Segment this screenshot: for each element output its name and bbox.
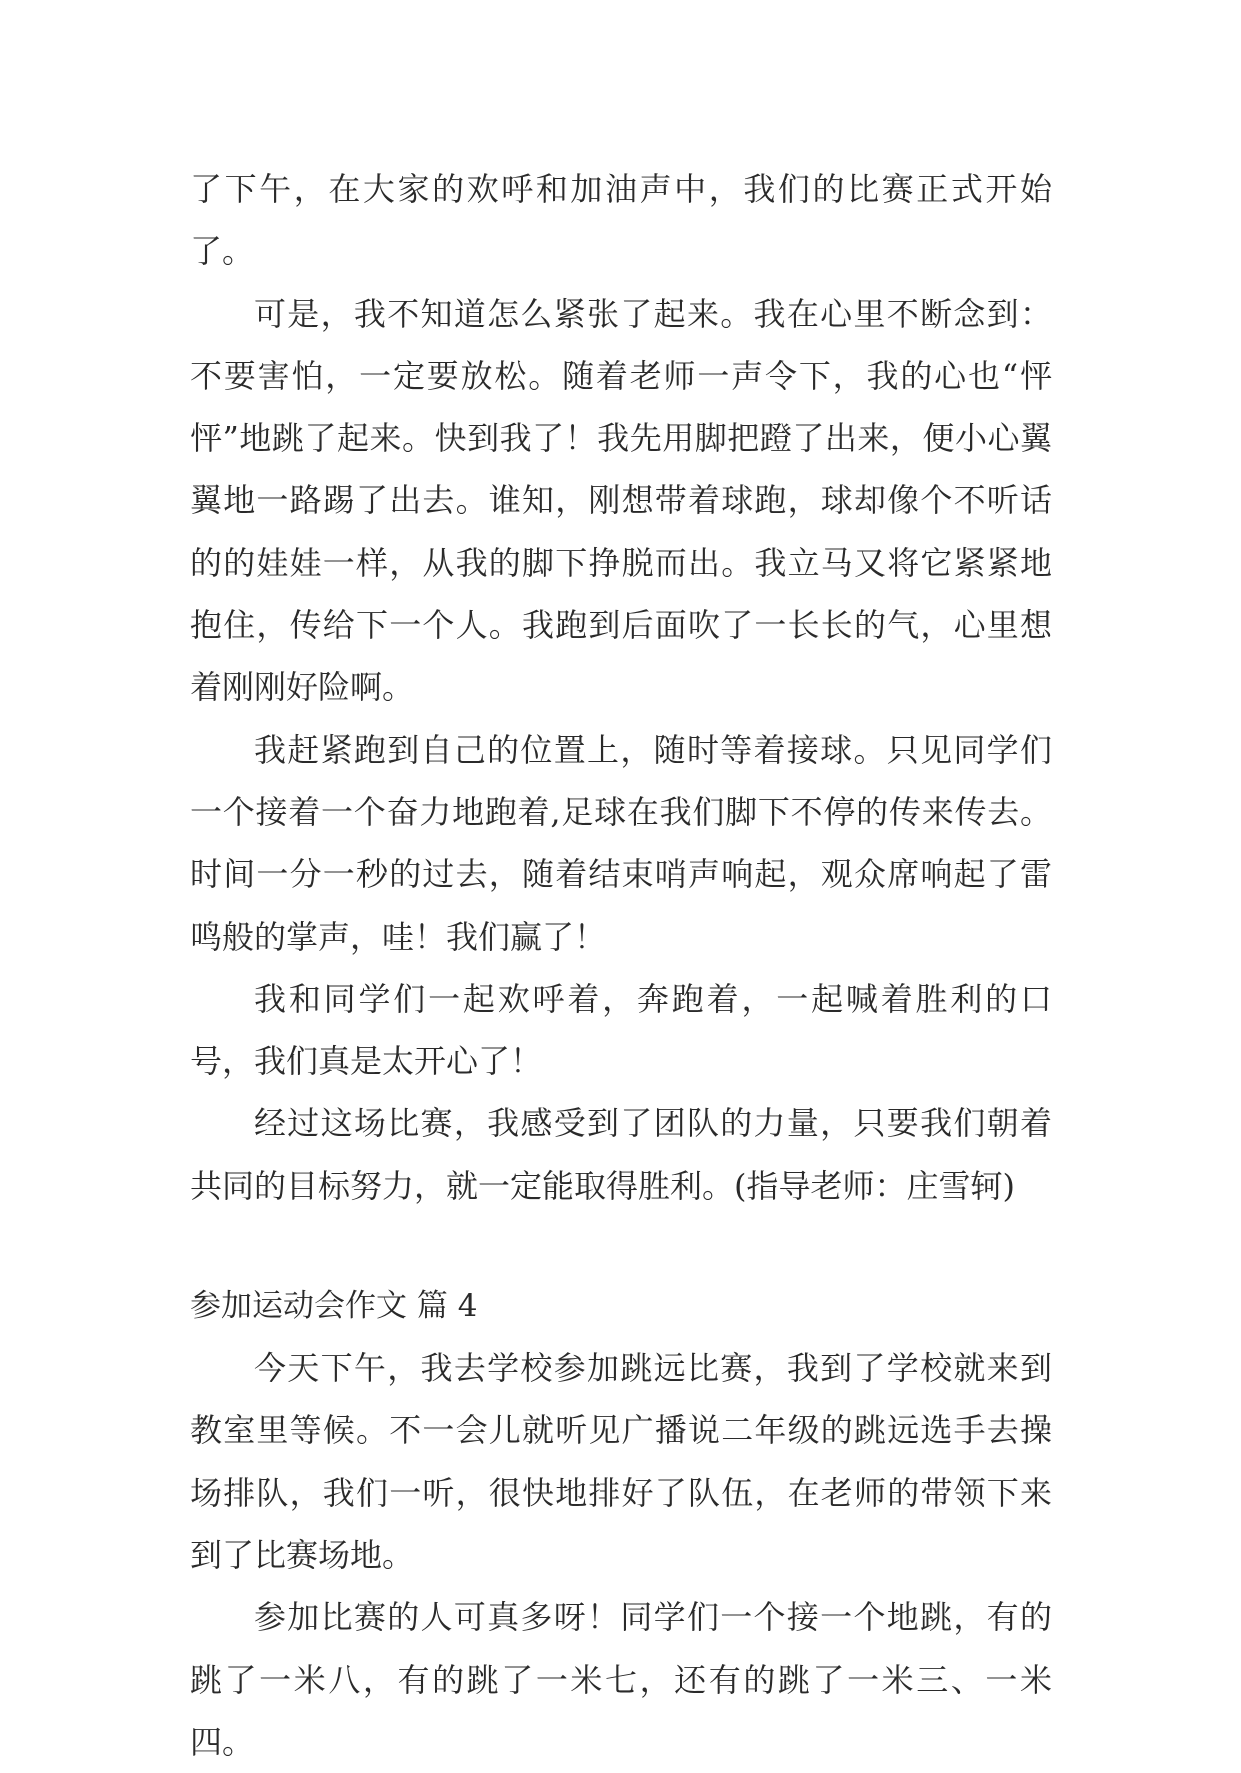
section-title: 参加运动会作文 篇 4 <box>190 1288 478 1325</box>
paragraph-conclusion: 经过这场比赛，我感受到了团队的力量，只要我们朝着共同的目标努力，就一定能取得胜利。(指导老师：庄雪轲) <box>190 1104 1052 1205</box>
paragraph-long-jump-results: 参加比赛的人可真多呀！同学们一个接一个地跳，有的跳了一米八，有的跳了一米七，还有的跳了一米三、一米四。 <box>190 1598 1052 1761</box>
document-body <box>190 158 1052 1773</box>
paragraph-continuation: 了下午，在大家的欢呼和加油声中，我们的比赛正式开始了。 <box>190 170 1052 271</box>
paragraph-celebrate: 我和同学们一起欢呼着，奔跑着，一起喊着胜利的口号，我们真是太开心了！ <box>190 979 1052 1081</box>
paragraph-nervous: 可是，我不知道怎么紧张了起来。我在心里不断念到：不要害怕，一定要放松。随着老师一声令下，我的心也“怦怦”地跳了起来。快到我了！我先用脚把蹬了出来，便小心翼翼地一路踢了出去。谁知，刚想带着球跑，球却像个不听话的的娃娃一样，从我的脚下挣脱而出。我立马又将它紧紧地抱住，传给下一个人。我跑到后面吹了一长长的气，心里想着刚刚好险啊。 <box>190 294 1052 707</box>
paragraph-match: 我赶紧跑到自己的位置上，随时等着接球。只见同学们一个接着一个奋力地跑着,足球在我们脚下不停的传来传去。时间一分一秒的过去，随着结束哨声响起，观众席响起了雷鸣般的掌声，哇！我们赢了！ <box>190 730 1052 956</box>
paragraph-long-jump-intro: 今天下午，我去学校参加跳远比赛，我到了学校就来到教室里等候。不一会儿就听见广播说二年级的跳远选手去操场排队，我们一听，很快地排好了队伍，在老师的带领下来到了比赛场地。 <box>190 1349 1052 1574</box>
